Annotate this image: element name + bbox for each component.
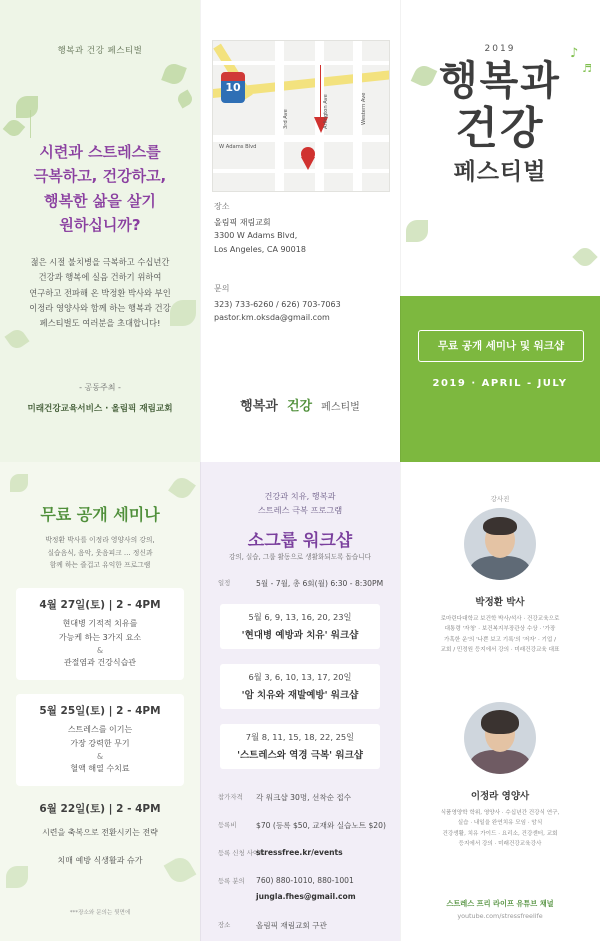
speaker-bio	[414, 808, 586, 849]
location-map[interactable]	[212, 40, 390, 192]
register-email[interactable]: jungla.fhes@gmail.com	[256, 892, 356, 901]
divider	[200, 0, 201, 941]
schedule-value: 5월 - 7월, 총 6회(월) 6:30 - 8:30PM	[256, 579, 384, 588]
speaker-name: 이정라 영양사	[470, 791, 530, 802]
festival-title-line-3: 페스티벌	[453, 158, 547, 185]
logo-part-3: 페스티벌	[321, 402, 360, 413]
youtube-channel-url[interactable]: youtube.com/stressfreelife	[457, 912, 543, 920]
festival-year: 2019	[484, 44, 516, 54]
intro-body-line-1: 젊은 시절 불치병을 극복하고 수십년간	[30, 257, 170, 267]
speaker-bio-line-1: 식품영양학 학위, 영양사 · 수십년간 건강식 연구,	[440, 810, 560, 816]
festival-logo	[200, 395, 400, 414]
workshop-card-dates: 6월 3, 6, 10, 13, 17, 20일	[248, 672, 352, 682]
seminar-session-3-date	[0, 800, 200, 819]
map-label-arlington-ave: Arlington Ave	[323, 94, 329, 129]
banner-dates: 2019 · APRIL - JULY	[432, 378, 568, 389]
map-label-adams: W Adams Blvd	[219, 144, 257, 150]
seminar-desc-line-2: 실습음식, 음악, 웃음피크 … 정신과	[47, 548, 153, 557]
intro-kicker: 행복과 건강 페스티벌	[57, 46, 143, 56]
venue-address-1: 3300 W Adams Blvd,	[214, 231, 298, 241]
contact-block	[214, 282, 341, 325]
seminar-session-card[interactable]	[16, 694, 184, 786]
workshop-card[interactable]	[220, 664, 380, 709]
info-value[interactable]: 760) 880-1010, 880-1001	[256, 876, 354, 885]
session-date: 4월 27일(토) | 2 - 4PM	[39, 599, 161, 611]
speakers-kicker: 강사진	[490, 495, 510, 503]
workshop-description: 강의, 실습, 그룹 활동으로 생활화되도록 돕습니다	[228, 553, 372, 561]
workshop-card[interactable]	[220, 724, 380, 769]
info-value: 올림픽 재림교회 구관	[256, 921, 327, 930]
freeway-number: 10	[225, 81, 241, 94]
speaker-name: 박정환 박사	[475, 597, 525, 608]
contact-phones[interactable]: 323) 733-6260 / 626) 703-7063	[214, 300, 341, 310]
speaker-bio-line-2: 대통령 '자청' · 보건복지부장관상 수상 · '가장	[444, 626, 556, 633]
speaker-bio-line-2: 실습 · 내일을 완연치유 모임 · 암식	[457, 820, 543, 827]
session-line-1: 스트레스를 이기는	[67, 725, 133, 734]
seminar-description	[0, 534, 200, 572]
session-extra: 혈액 해열 수치료	[70, 764, 130, 773]
intro-body	[0, 255, 200, 332]
host-names: 미래건강교육서비스 · 올림픽 재림교회	[27, 404, 173, 415]
divider	[400, 0, 401, 941]
festival-title-line-2: 건강	[455, 103, 545, 154]
map-label-western-ave: Western Ave	[361, 92, 367, 125]
workshop-title: 소그룹 워크샵	[247, 531, 353, 551]
workshop-card-dates: 5월 6, 9, 13, 16, 20, 23일	[248, 612, 352, 622]
session-line-2: 가장 강력한 무기	[70, 739, 130, 748]
contact-label: 문의	[214, 284, 230, 293]
seminar-title: 무료 공개 세미나	[40, 505, 160, 524]
workshop-card-title: '암 치유와 재발예방' 워크샵	[241, 690, 359, 701]
seminar-panel	[0, 462, 200, 941]
speakers-panel	[400, 462, 600, 941]
venue-label: 장소	[214, 202, 230, 211]
workshop-card-title: '현대병 예방과 치유' 워크샵	[241, 630, 359, 641]
speaker-bio-line-4: 등지에서 강의 · 미래건강교육강사	[458, 841, 542, 848]
workshop-subtitle-line-1: 건강과 치유, 행복과	[264, 491, 336, 501]
music-note-icon-2: ♬	[582, 62, 592, 75]
info-value: 각 워크샵 30명, 선착순 접수	[256, 793, 352, 802]
info-key: 참가자격	[218, 793, 243, 801]
host-label: - 공동주최 -	[79, 383, 121, 392]
intro-headline	[0, 140, 200, 237]
session-line-1: 시련을 축복으로 전환시키는 전략	[42, 828, 158, 837]
intro-panel	[0, 0, 200, 462]
avatar	[464, 702, 536, 774]
session-amp: &	[96, 646, 104, 655]
intro-body-line-2: 건강과 행복에 실음 건하기 위하여	[38, 272, 162, 283]
seminar-session-card[interactable]	[16, 588, 184, 680]
venue-address-2: Los Angeles, CA 90018	[214, 244, 306, 254]
music-note-icon: ♪	[570, 46, 579, 61]
festival-title-line-1: 행복과	[439, 58, 561, 104]
info-key: 장소	[218, 921, 231, 929]
workshop-card-title: '스트레스와 역경 극복' 워크샵	[237, 750, 363, 761]
session-line-1: 현대병 기적적 치유를	[62, 619, 138, 628]
intro-body-line-4: 이정라 영양사와 함께 하는 행복과 건강	[29, 303, 171, 314]
workshop-subtitle	[200, 490, 400, 518]
seminar-footnote: ***장소와 문의는 뒷면에	[69, 910, 131, 916]
info-key: 등록비	[218, 821, 237, 829]
headline-line-2: 극복하고, 건강하고,	[33, 167, 167, 186]
headline-line-3: 행복한 삶을 살기	[44, 191, 156, 210]
speaker-bio	[414, 614, 586, 655]
headline-line-4: 원하십니까?	[59, 215, 141, 234]
venue-name: 올림픽 재림교회	[214, 218, 271, 228]
logo-part-1: 행복과	[240, 399, 278, 414]
location-panel	[200, 0, 400, 462]
venue-block	[214, 200, 306, 256]
speaker-bio-line-4: 교회 / 민정원 등지에서 강의 · 미래건강교육 대표	[440, 647, 560, 654]
headline-line-1: 시련과 스트레스를	[39, 143, 161, 161]
workshop-card-dates: 7월 8, 11, 15, 18, 22, 25일	[245, 732, 355, 742]
workshop-card[interactable]	[220, 604, 380, 649]
speaker-bio-line-3: 건강생활, 치유 가이드 · 요리소, 건강센터, 교회	[442, 830, 558, 837]
green-banner	[400, 296, 600, 462]
youtube-channel-name[interactable]: 스트레스 프리 라이프 유튜브 채널	[446, 899, 554, 908]
session-amp: &	[96, 752, 104, 761]
info-key: 등록 분의	[218, 877, 245, 885]
info-value: $70 (등록 $50, 교재와 실습노트 $20)	[256, 821, 386, 830]
session-date: 6월 22일(토) | 2 - 4PM	[39, 803, 161, 815]
intro-body-line-3: 연구하고 전파해 온 박정환 박사와 부인	[29, 287, 171, 298]
logo-part-2: 건강	[286, 399, 313, 414]
session-line-2: 가능케 하는 3가지 요소	[58, 633, 142, 642]
speaker-bio-line-1: 로마린다대학교 보건학 박사/석사 · 건강교육으로	[440, 616, 560, 622]
session-date: 5월 25일(토) | 2 - 4PM	[39, 705, 161, 717]
speaker-bio-line-3: 가혹한 운'의 '나쁜 보고 기록'의 '저자' · 기업 /	[443, 636, 557, 643]
register-url[interactable]: stressfree.kr/events	[256, 848, 343, 857]
contact-email[interactable]: pastor.km.oksda@gmail.com	[214, 313, 330, 323]
seminar-desc-line-1: 박정환 박사를 이정라 영양사의 강의,	[45, 536, 155, 544]
free-seminar-button[interactable]: 무료 공개 세미나 및 워크샵	[418, 330, 584, 362]
host-block	[0, 380, 200, 418]
intro-body-line-5: 페스티벌도 여러분을 초대합니다!	[39, 318, 161, 329]
avatar	[464, 508, 536, 580]
session-extra: 관절염과 건강식습관	[63, 658, 137, 667]
freeway-shield-icon	[221, 73, 245, 103]
festival-title	[400, 58, 600, 189]
map-label-3rd-ave: 3rd Ave	[283, 109, 289, 129]
schedule-label: 일정	[218, 579, 231, 587]
workshop-subtitle-line-2: 스트레스 극복 프로그램	[257, 504, 343, 515]
session-extra: 치매 예방 식생활과 슈가	[57, 856, 143, 865]
workshop-panel	[200, 462, 400, 941]
seminar-desc-line-3: 함께 하는 즐겁고 유익한 프로그램	[49, 561, 151, 570]
info-key: 등록 신청 사이트	[218, 849, 266, 857]
